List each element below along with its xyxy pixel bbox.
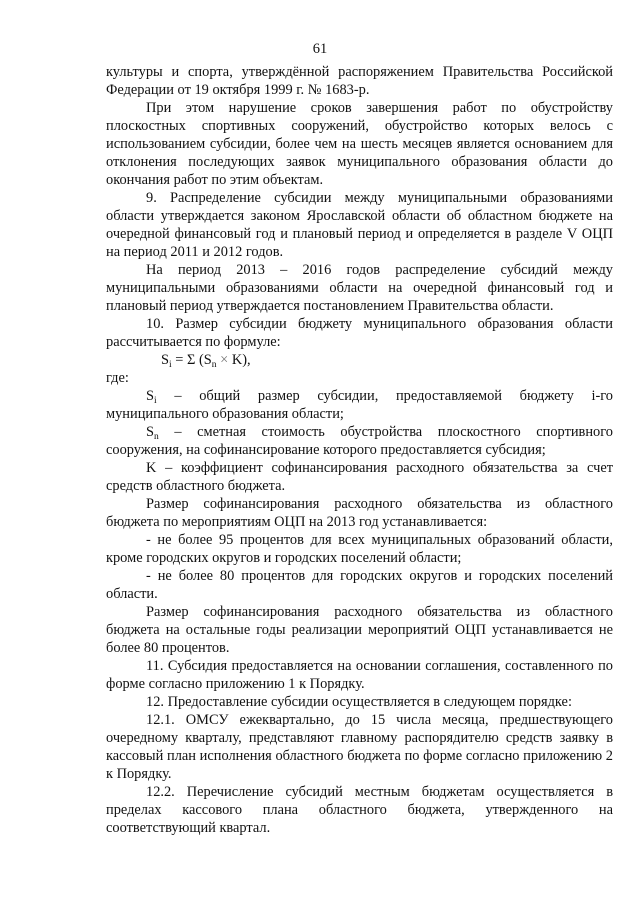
paragraph-2013-2016-distribution: На период 2013 – 2016 годов распределение субсидий между муниципальными образованиями области на очередной финансовый год и плановый период утверждается постановлением Правительства области. — [106, 262, 613, 314]
definition-si-text: – общий размер субсидии, предоставляемой бюджету i-го муниципального образования области; — [106, 388, 613, 422]
paragraph-cofinancing-2013: Размер софинансирования расходного обязательства из областного бюджета по мероприятиям ОЦП на 2013 год устанавливается: — [106, 496, 613, 530]
definition-k: K – коэффициент софинансирования расходного обязательства за счет средств областного бюджета. — [106, 460, 613, 494]
where-label: где: — [106, 370, 129, 386]
definition-si — [106, 387, 613, 423]
paragraph-12-1-request: 12.1. ОМСУ ежеквартально, до 15 числа месяца, предшествующего очередному кварталу, представляют главному распорядителю средств заявку в кассовый план исполнения областного бюджета по форме согласно приложению 2 к Порядку. — [106, 712, 613, 782]
definition-sn-text: – сметная стоимость обустройства плоскостного спортивного сооружения, на софинансирование которого предоставляется субсидия; — [106, 424, 613, 458]
definition-sn-subscript: n — [154, 432, 159, 442]
formula-sum-subscript: n — [211, 360, 217, 370]
paragraph-cofinancing-other-years: Размер софинансирования расходного обязательства из областного бюджета на остальные годы реализации мероприятий ОЦП устанавливается не более 80 процентов. — [106, 604, 613, 656]
definition-sn — [106, 423, 613, 459]
paragraph-12-procedure: 12. Предоставление субсидии осуществляется в следующем порядке: — [146, 694, 572, 710]
formula-times: × — [216, 352, 232, 368]
paragraph-11-agreement: 11. Субсидия предоставляется на основании соглашения, составленного по форме согласно приложению 1 к Порядку. — [106, 658, 613, 692]
paragraph-10-subsidy-size: 10. Размер субсидии бюджету муниципального образования области рассчитывается по формуле: — [106, 316, 613, 350]
formula-lhs-subscript: i — [169, 360, 172, 370]
page-number: 61 — [312, 41, 328, 57]
list-item-95-percent: - не более 95 процентов для всех муниципальных образований области, кроме городских округов и городских поселений области; — [106, 532, 613, 566]
list-item-80-percent: - не более 80 процентов для городских округов и городских поселений области. — [106, 568, 613, 602]
formula-end: K), — [231, 352, 251, 368]
definition-si-subscript: i — [154, 396, 157, 406]
paragraph-continuation: культуры и спорта, утверждённой распоряжением Правительства Российской Федерации от 19 октября 1999 г. № 1683-р. — [106, 64, 613, 98]
paragraph-9-distribution: 9. Распределение субсидии между муниципальными образованиями области утверждается законом Ярославской области об областном бюджете на очередной финансовый год и плановый период и определяется в разделе V ОЦП на период 2011 и 2012 годов. — [106, 190, 613, 260]
paragraph-12-2-transfer: 12.2. Перечисление субсидий местным бюджетам осуществляется в пределах кассового плана областного бюджета, утвержденного на соответствующий квартал. — [106, 784, 613, 836]
paragraph-deadline-violation: При этом нарушение сроков завершения работ по обустройству плоскостных спортивных сооружений, обустройство которых велось с использованием субсидии, более чем на шесть месяцев является основанием для отклонения последующих заявок муниципального образования области до окончания работ по этим объектам. — [106, 100, 613, 188]
definition-sn-symbol: S — [146, 424, 155, 440]
definition-si-symbol: S — [146, 388, 155, 404]
document-body — [106, 63, 613, 837]
subsidy-formula — [106, 351, 613, 369]
formula-lhs: S — [161, 352, 170, 368]
formula-sum: = Σ (S — [171, 352, 212, 368]
